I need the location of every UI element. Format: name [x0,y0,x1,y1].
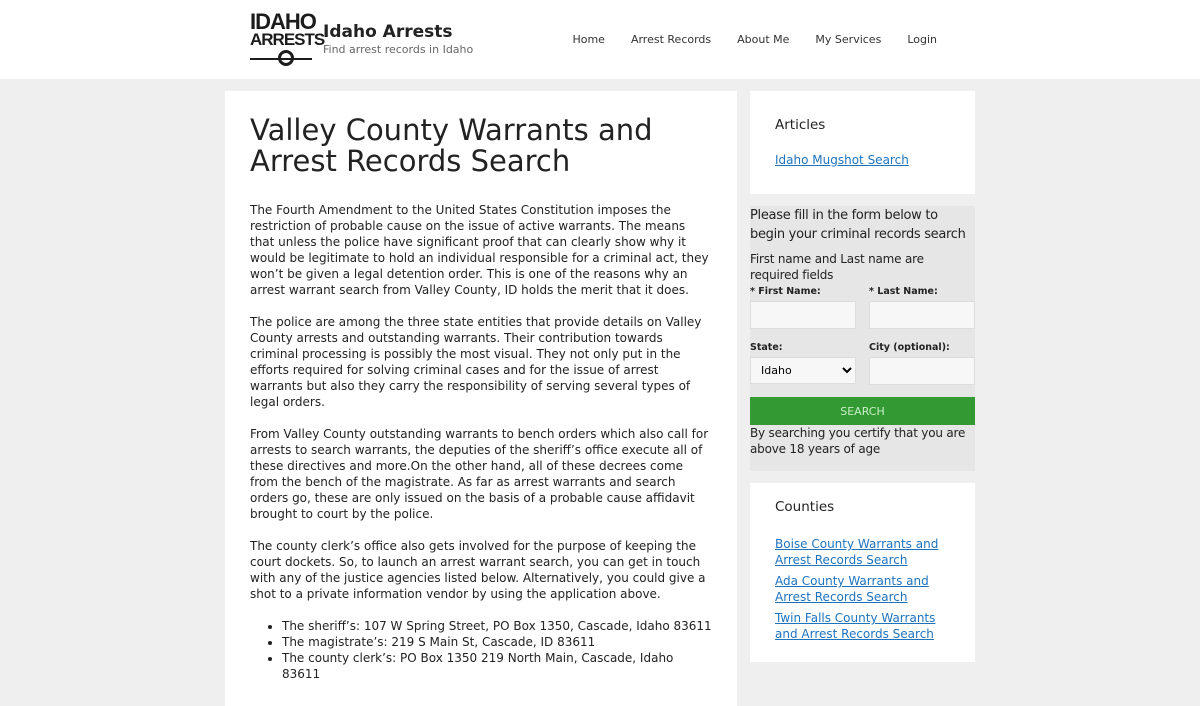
logo-text-1: IDAHO [250,9,316,34]
paragraph: The police are among the three state entities that provide details on Valley County arrests and outstanding warrants. Their contribution towards criminal processing is possibly the most visual. They not only put in the efforts required for solving criminal cases and for the issue of arrest warrants but also they carry the responsibility of serving several types of legal orders. [250,315,702,409]
city-group [869,341,975,397]
list-item: • The sheriff’s: 107 W Spring Street, PO Box 1350, Cascade, Idaho 83611 [282,618,712,634]
site-logo[interactable] [250,9,325,67]
nav-home[interactable]: Home [572,33,605,46]
state-select[interactable] [750,357,856,384]
counties-widget [750,483,975,662]
county-link[interactable]: Twin Falls County Warrants and Arrest Records Search [775,611,936,641]
main-nav [559,33,950,46]
state-label: State: [750,342,783,353]
articles-heading: Articles [775,117,826,133]
paragraph: From Valley County outstanding warrants to bench orders which also call for arrests to search warrants, the deputies of the sheriff’s office execute all of these directives and more.On the other hand, all of these decrees come from the bench of the magistrate. As far as arrest warrants and search orders go, these are only issued on the basis of a probable cause affidavit brought to court by the police. [250,427,709,521]
certify-note: By searching you certify that you are above 18 years of age [750,426,966,456]
nav-about-me[interactable]: About Me [737,33,790,46]
site-title[interactable]: Idaho Arrests [323,22,453,42]
nav-my-services[interactable]: My Services [815,33,882,46]
handcuff-icon [278,50,294,66]
nav-arrest-records[interactable]: Arrest Records [630,33,712,46]
site-tagline: Find arrest records in Idaho [323,43,474,56]
form-intro: Please fill in the form below to begin your criminal records search [750,208,966,242]
search-form [750,206,975,471]
counties-heading: Counties [775,499,835,515]
paragraph: The county clerk’s office also gets involved for the purpose of keeping the court dockets. So, to launch an arrest warrant search, you can get in touch with any of the justice agencies listed below. Alternatively, you could give a shot to a private information vendor by using the application above. [250,539,706,601]
last-name-group [869,285,975,341]
county-link[interactable]: Boise County Warrants and Arrest Records Search [775,537,939,567]
first-name-label: * First Name: [750,286,821,297]
article-link[interactable]: Idaho Mugshot Search [775,153,909,167]
required-note: First name and Last name are required fields [750,252,924,282]
form-fields [750,285,975,397]
first-name-group [750,285,856,341]
sidebar [750,91,975,662]
list-item: • The magistrate’s: 219 S Main St, Cascade, ID 83611 [282,634,712,650]
first-name-input[interactable] [750,301,856,329]
logo-text-2: ARRESTS [250,29,325,49]
city-label: City (optional): [869,342,950,353]
page-title: Valley County Warrants and Arrest Records Search [250,113,653,178]
paragraph: The Fourth Amendment to the United States Constitution imposes the restriction of probable cause on the issue of active warrants. The means that unless the police have significant proof that can clearly show why it would be legitimate to hold an individual responsible for a criminal act, they won’t be given a legal detention order. This is one of the reasons why an arrest warrant search from Valley County, ID holds the merit that it does. [250,203,709,297]
state-group [750,341,856,397]
last-name-label: * Last Name: [869,286,938,297]
search-button[interactable]: SEARCH [750,397,975,425]
articles-widget [750,91,975,194]
list-item: • The county clerk’s: PO Box 1350 219 North Main, Cascade, Idaho 83611 [282,650,712,682]
county-link[interactable]: Ada County Warrants and Arrest Records Search [775,574,929,604]
agency-list [282,618,712,682]
last-name-input[interactable] [869,301,975,329]
nav-login[interactable]: Login [907,33,937,46]
city-input[interactable] [869,357,975,385]
article [225,91,737,706]
site-header [0,0,1200,79]
